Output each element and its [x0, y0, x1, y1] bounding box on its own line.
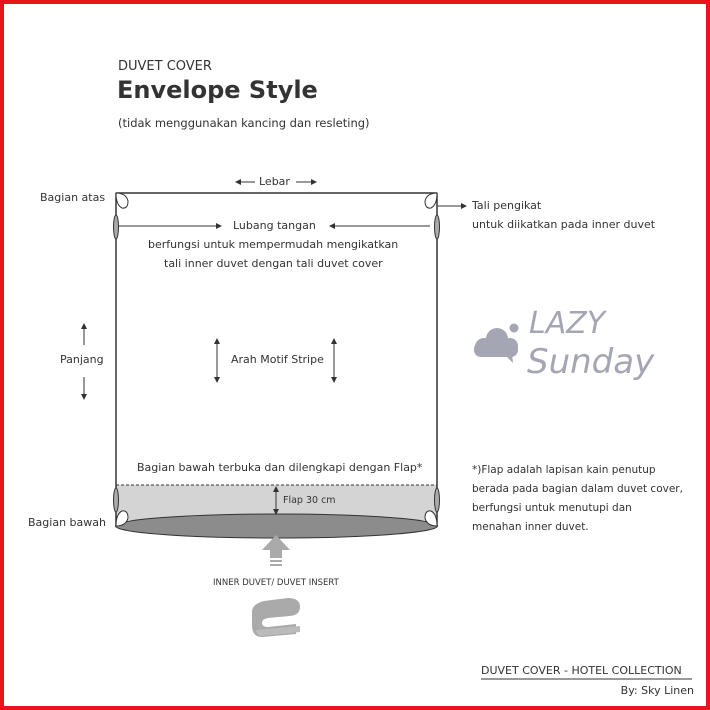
hand-hole-desc-2: tali inner duvet dengan tali duvet cover [164, 257, 383, 270]
footnote: *)Flap adalah lapisan kain penutup berada pada bagian dalam duvet cover, berfungsi untuk menutupi dan menahan inner duvet. [472, 464, 683, 533]
tie-label-1: Tali pengikat [472, 199, 542, 212]
tie-label-2: untuk diikatkan pada inner duvet [472, 218, 656, 231]
footer-brand: By: Sky Linen [620, 684, 694, 697]
width-label: Lebar [259, 175, 290, 188]
length-label: Panjang [60, 353, 104, 366]
bottom-label: Bagian bawah [28, 516, 106, 529]
top-label: Bagian atas [40, 191, 106, 204]
subtitle: (tidak menggunakan kancing dan resleting) [118, 116, 370, 130]
logo-lazy: LAZY [529, 306, 606, 341]
bottom-open-label: Bagian bawah terbuka dan dilengkapi dengan Flap* [137, 461, 423, 474]
category-label: DUVET COVER [118, 59, 212, 74]
bottom-opening-ellipse [116, 514, 438, 538]
folded-duvet-icon [252, 598, 300, 637]
hand-hole-desc-1: berfungsi untuk mempermudah mengikatkan [148, 238, 399, 251]
footer-collection: DUVET COVER - HOTEL COLLECTION [481, 664, 682, 677]
insert-label: INNER DUVET/ DUVET INSERT [213, 578, 339, 588]
insert-arrow-icon [262, 535, 290, 566]
logo-sunday: Sunday [527, 342, 655, 382]
cloud-logo-icon [474, 324, 519, 364]
flap-label: Flap 30 cm [283, 495, 336, 506]
motif-label: Arah Motif Stripe [231, 353, 324, 366]
page-title: Envelope Style [117, 76, 318, 104]
hand-hole-label: Lubang tangan [233, 219, 316, 232]
